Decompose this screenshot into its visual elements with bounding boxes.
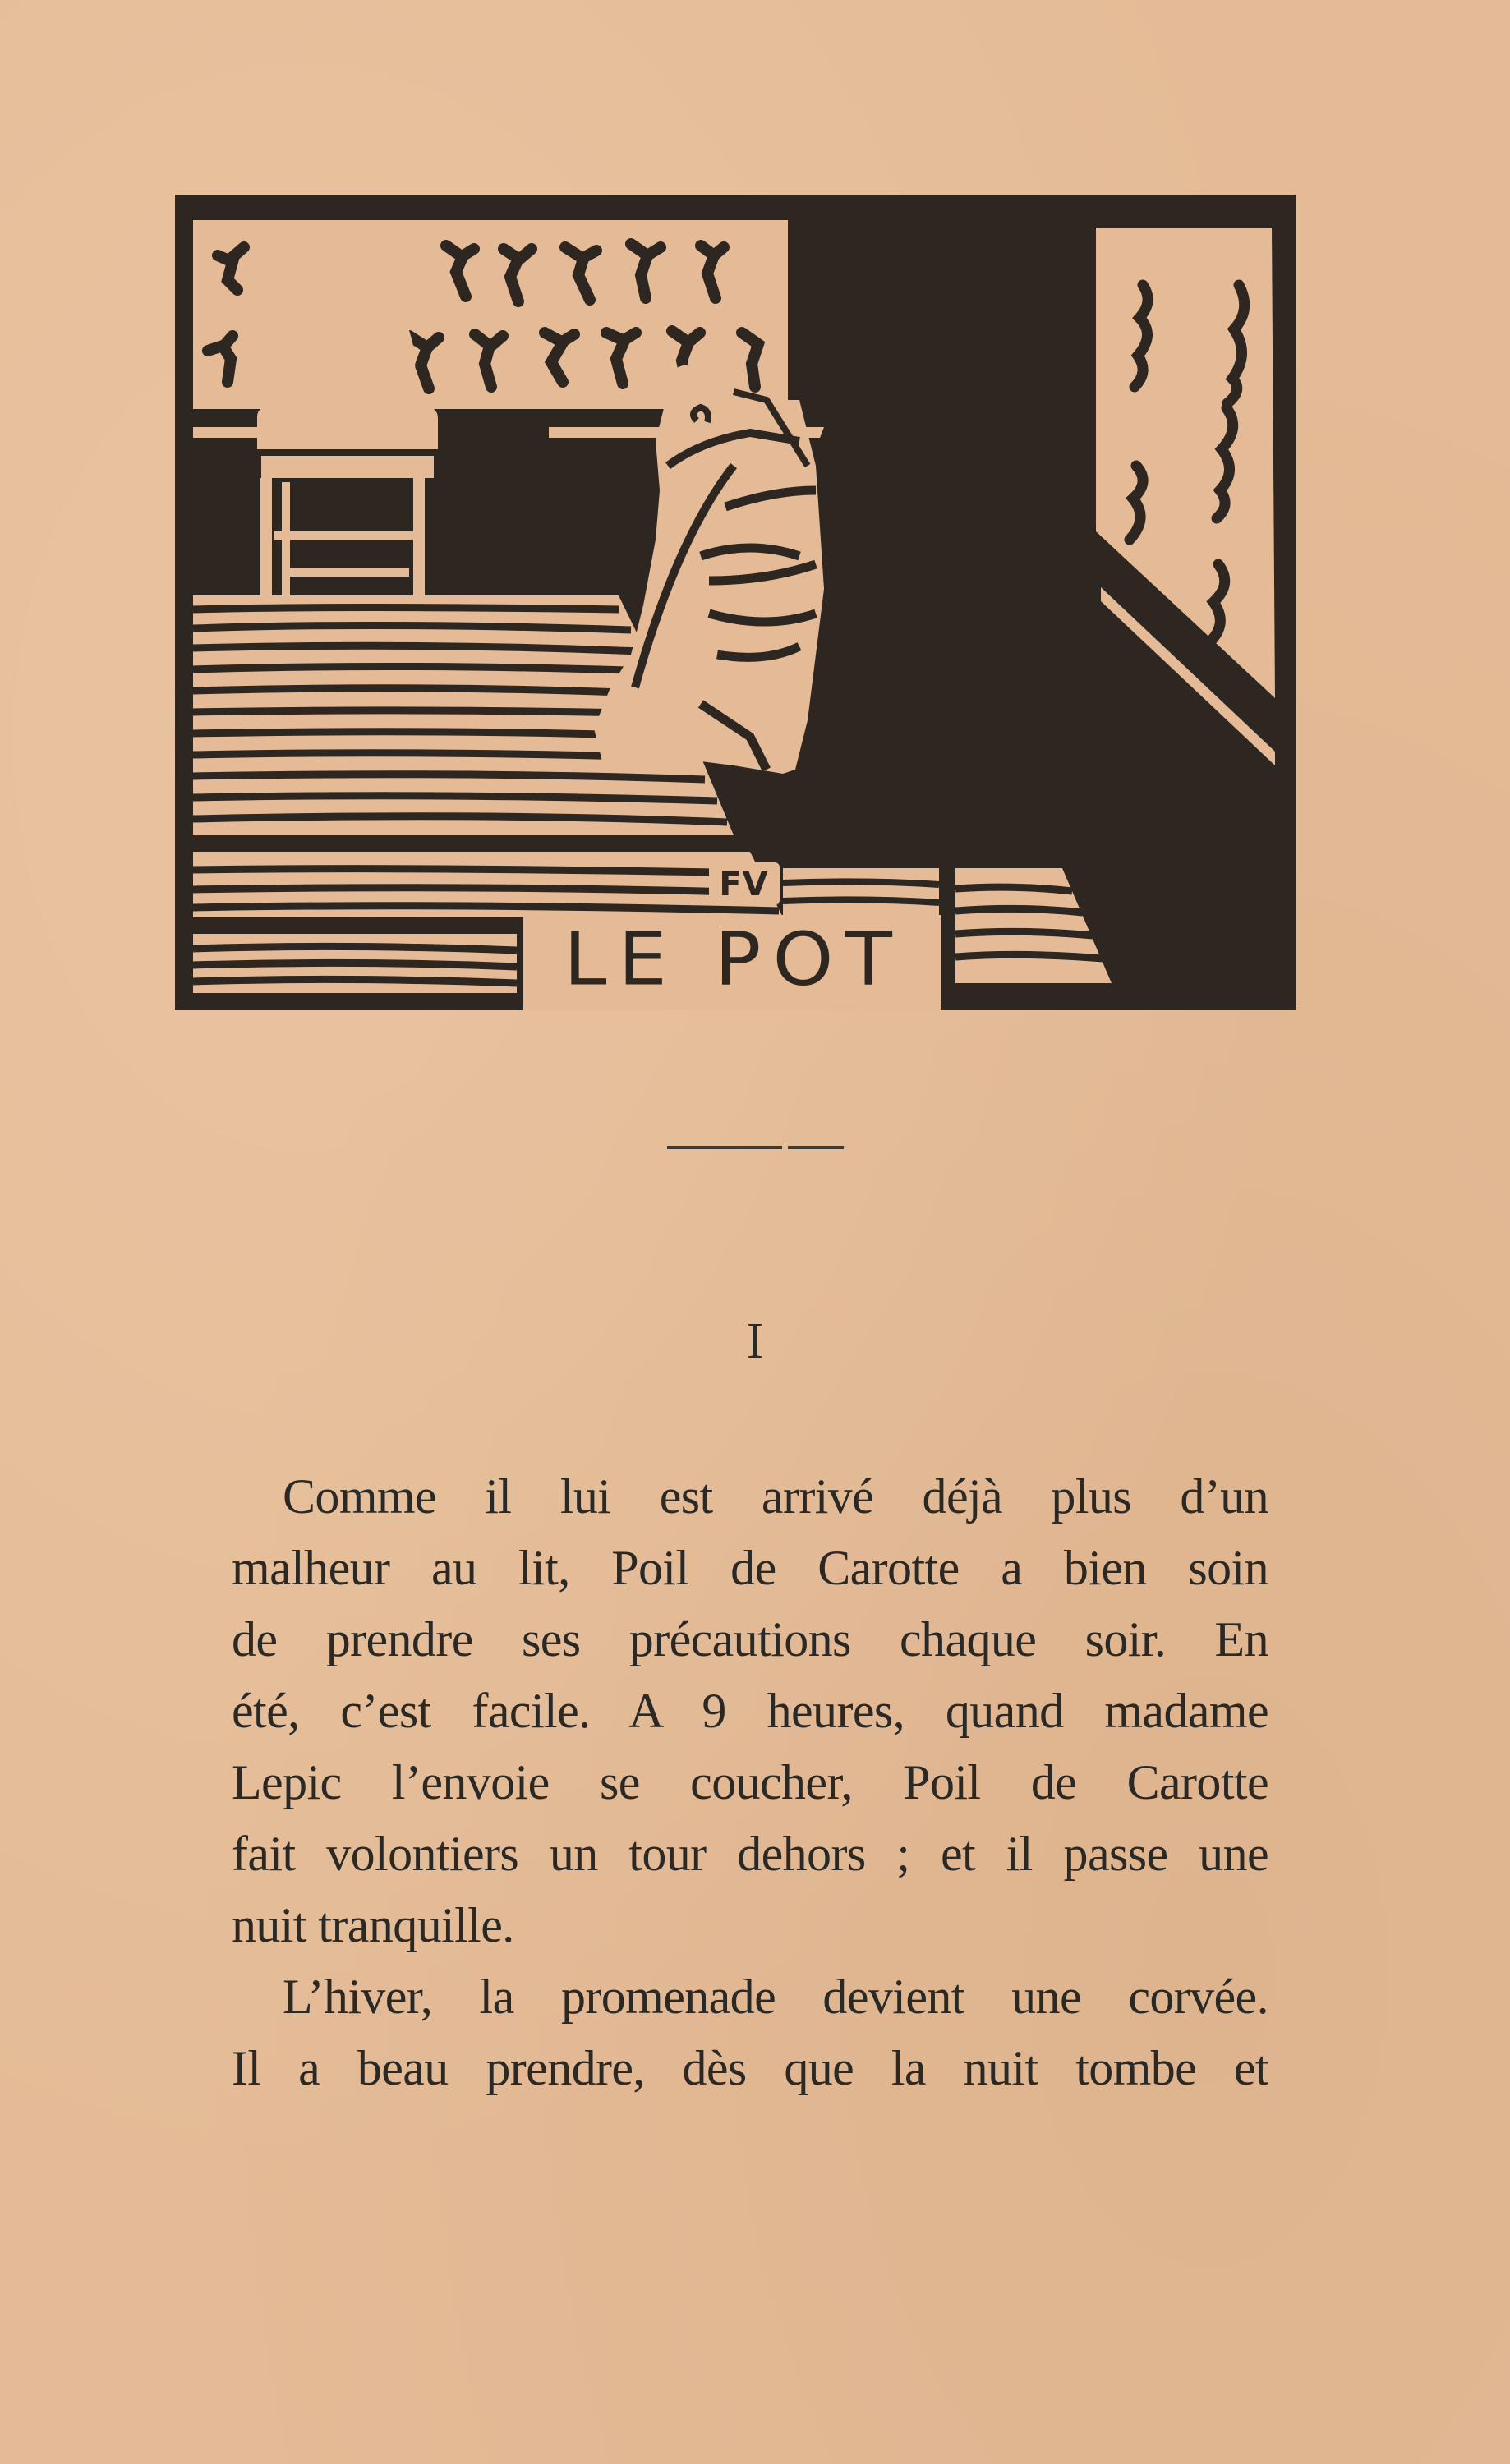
- text-line: été, c’est facile. A 9 heures, quand madame: [232, 1684, 1268, 1738]
- floor-strip-center: [783, 868, 939, 917]
- text-line: Il a beau prendre, dès que la nuit tombe et: [232, 2041, 1268, 2095]
- text-line: Lepic l’envoie se coucher, Poil de Carotte: [232, 1755, 1268, 1809]
- text-line: Comme il lui est arrivé déjà plus d’un: [283, 1469, 1268, 1524]
- chapter-number: I: [746, 1313, 764, 1369]
- body-text: [232, 1461, 1268, 2104]
- text-line: malheur au lit, Poil de Carotte a bien soin: [232, 1541, 1268, 1595]
- monogram-fv: FV: [719, 866, 769, 903]
- text-line: fait volontiers un tour dehors ; et il passe une: [232, 1827, 1268, 1881]
- separator-rule-short: [788, 1146, 844, 1149]
- woodcut-illustration: [175, 195, 1296, 1010]
- text-line: L’hiver, la promenade devient une corvée.: [283, 1970, 1268, 2024]
- text-line: de prendre ses précautions chaque soir. En: [232, 1612, 1268, 1666]
- text-line: nuit tranquille.: [232, 1898, 514, 1952]
- separator-rule-long: [667, 1146, 782, 1149]
- illustration-title: LE POT: [564, 917, 904, 1003]
